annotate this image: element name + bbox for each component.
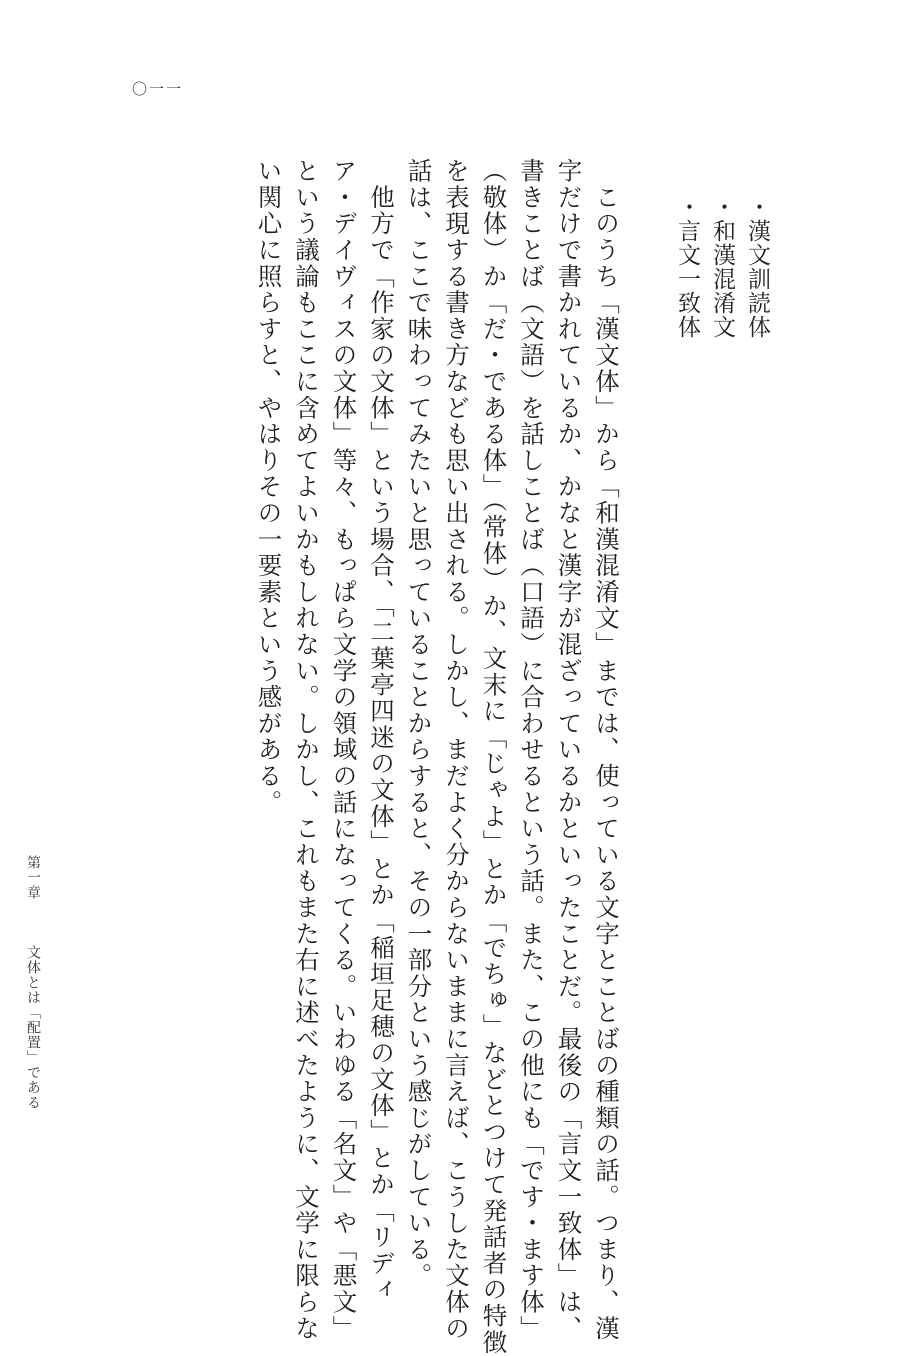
text-line: を表現する書き方なども思い出される。しかし、まだよく分からないままに言えば、こうした文体の bbox=[442, 158, 471, 1342]
text-line: 他方で「作家の文体」という場合、「二葉亭四迷の文体」とか「稲垣足穂の文体」とか「リディ bbox=[367, 158, 396, 1303]
text-line: ア・デイヴィスの文体」等々、もっぱら文学の領域の話になってくる。いわゆる「名文」や「悪文」 bbox=[329, 158, 359, 1342]
running-head-title: 文体とは「配置」である bbox=[25, 945, 41, 1110]
text-line: 字だけで書かれているか、かなと漢字が混ざっているかといったことだ。最後の「言文一致体」は、 bbox=[554, 158, 584, 1342]
running-head-chapter: 第一章 bbox=[25, 855, 41, 900]
body-text bbox=[254, 158, 621, 1356]
text-line: （敬体）か「だ・である体」（常体）か、文末に「じゃよ」とか「でちゅ」などとつけて発話者の特徴 bbox=[479, 158, 509, 1356]
text-line: このうち「漢文体」から「和漢混淆文」までは、使っている文字とことばの種類の話。つまり、漢 bbox=[592, 158, 621, 1342]
text-line: い関心に照らすと、やはりその一要素という感がある。 bbox=[254, 158, 284, 816]
bullet-item-kanbun-kundoku: ・漢文訓読体 bbox=[744, 195, 770, 339]
bullet-item-genbun-itchi: ・言文一致体 bbox=[674, 195, 700, 339]
text-line: 書きことば（文語）を話しことば（口語）に合わせるという話。また、この他にも「です・ます体」 bbox=[517, 158, 546, 1342]
page-number: 〇一一 bbox=[132, 80, 184, 98]
bullet-list bbox=[674, 195, 770, 339]
text-line: 話は、ここで味わってみたいと思っていることからすると、その一部分という感じがしている。 bbox=[404, 158, 434, 1289]
bullet-item-wakan-konko: ・和漢混淆文 bbox=[709, 195, 735, 339]
text-line: という議論もここに含めてよいかもしれない。しかし、これもまた右に述べたように、文学に限らな bbox=[292, 158, 321, 1342]
